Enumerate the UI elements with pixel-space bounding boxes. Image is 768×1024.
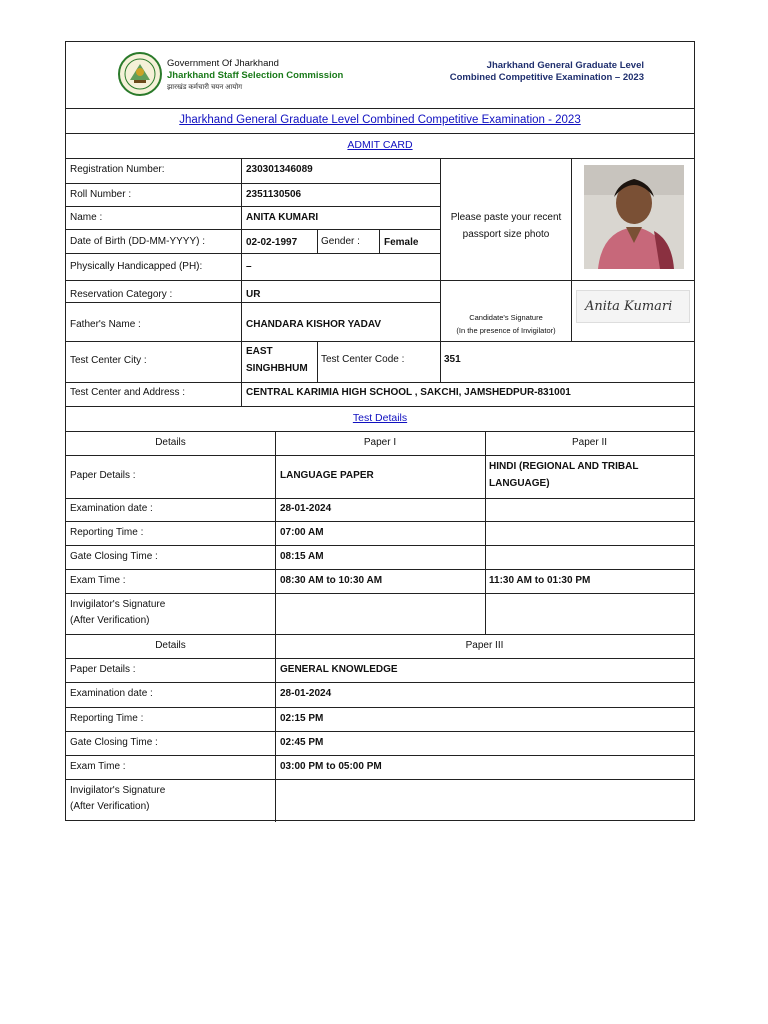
exam-title: Jharkhand General Graduate Level Combined Competitive Examination - 2023 [179,114,581,126]
jharkhand-emblem-icon [118,52,162,96]
ph-value: – [246,261,252,272]
paper3-date-label: Examination date : [70,688,153,699]
paper3-details-label: Paper Details : [70,664,136,675]
registration-value: 230301346089 [246,164,313,175]
photo-instruction-line2: passport size photo [462,229,550,240]
dob-label: Date of Birth (DD-MM-YYYY) : [70,236,206,247]
paper1-exam-time: 08:30 AM to 10:30 AM [280,575,383,586]
paper3-reporting-label: Reporting Time : [70,713,144,724]
paper3-invigilator-label-line2: (After Verification) [70,801,150,812]
commission-name: Jharkhand Staff Selection Commission [167,70,344,81]
gate-closing-label: Gate Closing Time : [70,551,158,562]
photo-instruction-line1: Please paste your recent [450,212,562,223]
exam-header-line1: Jharkhand General Graduate Level [486,60,644,71]
paper3-details-header: Details [155,640,186,651]
reservation-value: UR [246,289,261,300]
father-name-value: CHANDARA KISHOR YADAV [246,319,382,330]
paper2-name-line2: LANGUAGE) [489,478,550,489]
dob-value: 02-02-1997 [246,237,298,248]
test-city-value-line1: EAST [246,346,273,357]
name-value: ANITA KUMARI [246,212,319,223]
reporting-time-value: 07:00 AM [280,527,324,538]
paper1-name: LANGUAGE PAPER [280,470,374,481]
paper3-time-label: Exam Time : [70,761,126,772]
test-city-value-line2: SINGHBHUM [246,363,308,374]
signature-caption-line2: (In the presence of Invigilator) [456,326,556,335]
roll-label: Roll Number : [70,189,132,200]
exam-date-value: 28-01-2024 [280,503,332,514]
paper3-time-value: 03:00 PM to 05:00 PM [280,761,382,772]
reporting-time-label: Reporting Time : [70,527,144,538]
signature-text: Anita Kumari [585,299,673,314]
government-label: Government Of Jharkhand [167,58,279,69]
document-header [66,42,694,109]
test-details-heading: Test Details [352,412,408,424]
admit-card-sheet [65,41,695,821]
reservation-label: Reservation Category : [70,289,173,300]
test-address-value: CENTRAL KARIMIA HIGH SCHOOL , SAKCHI, JAMSHEDPUR-831001 [246,387,571,398]
paper3-date-value: 28-01-2024 [280,688,332,699]
gender-value: Female [384,237,419,248]
signature-caption-line1: Candidate's Signature [469,313,543,322]
paper3-gate-value: 02:45 PM [280,737,324,748]
paper2-name-line1: HINDI (REGIONAL AND TRIBAL [489,461,639,472]
commission-name-hindi: झारखंड कर्मचारी चयन आयोग [167,84,243,91]
gate-closing-value: 08:15 AM [280,551,324,562]
paper3-reporting-value: 02:15 PM [280,713,324,724]
exam-header-line2: Combined Competitive Examination – 2023 [449,72,644,83]
col-paper1-header: Paper I [363,437,397,448]
exam-time-label: Exam Time : [70,575,126,586]
paper3-name: GENERAL KNOWLEDGE [280,664,398,675]
name-label: Name : [70,212,103,223]
exam-date-label: Examination date : [70,503,153,514]
test-city-label: Test Center City : [70,355,147,366]
candidate-signature [576,290,690,323]
admit-card-heading: ADMIT CARD [347,139,413,151]
invigilator-sign-label-line2: (After Verification) [70,615,150,626]
col-paper2-header: Paper II [571,437,608,448]
test-address-label: Test Center and Address : [70,387,186,398]
test-code-value: 351 [444,354,461,365]
registration-label: Registration Number: [70,164,165,175]
paper2-exam-time: 11:30 AM to 01:30 PM [489,575,591,586]
father-name-label: Father's Name : [70,319,141,330]
invigilator-sign-label-line1: Invigilator's Signature [70,599,166,610]
test-code-label: Test Center Code : [321,354,405,365]
paper3-header: Paper III [465,640,504,651]
candidate-photo [584,165,684,269]
gender-label: Gender : [321,236,360,247]
paper3-invigilator-label-line1: Invigilator's Signature [70,785,166,796]
ph-label: Physically Handicapped (PH): [70,261,203,272]
paper3-gate-label: Gate Closing Time : [70,737,158,748]
paper-details-label: Paper Details : [70,470,136,481]
roll-value: 2351130506 [246,189,302,200]
col-details-header: Details [155,437,186,448]
